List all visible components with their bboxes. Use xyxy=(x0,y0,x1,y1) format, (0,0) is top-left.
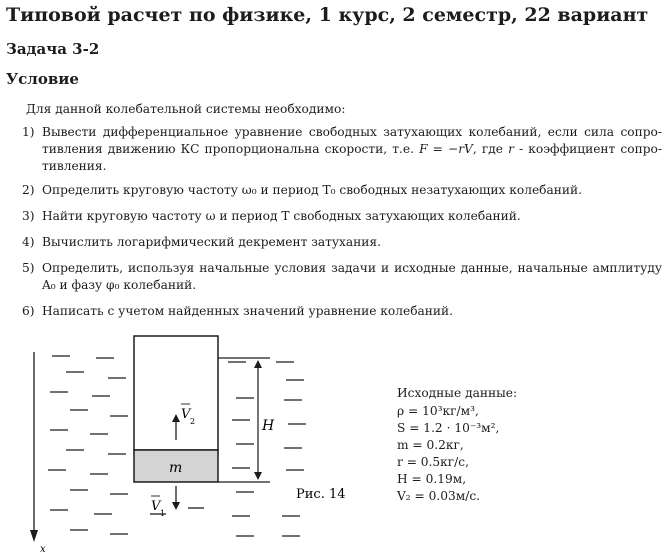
x-axis-label: x xyxy=(40,544,46,554)
given-line: H = 0.19м, xyxy=(397,472,467,486)
given-line: S = 1.2 · 10⁻³м², xyxy=(397,421,500,435)
condition-heading: Условие xyxy=(6,70,79,88)
given-line: r = 0.5кг/с, xyxy=(397,455,469,469)
item-number: 3) xyxy=(22,209,35,223)
given-line: ρ = 10³кг/м³, xyxy=(397,404,479,418)
item-number: 1) xyxy=(22,125,35,139)
v1-arrow xyxy=(172,486,180,510)
item-text: Определить круговую частоту ω₀ и период T₀ свободных незатухающих колебаний. xyxy=(42,183,583,197)
item-text: Написать с учетом найденных значений уравнение колебаний. xyxy=(42,304,454,318)
item-text: , где xyxy=(472,142,509,156)
height-label: H xyxy=(262,418,275,434)
task-heading: Задача 3-2 xyxy=(6,40,100,58)
item-number: 5) xyxy=(22,261,35,275)
item-text: Определить, используя начальные условия задачи и исходные данные, начальные амплитуду A₀ и фазу φ₀ колебаний. xyxy=(42,261,662,292)
v2-subscript: 2 xyxy=(190,417,196,426)
intro-text: Для данной колебательной системы необходимо: xyxy=(26,102,346,116)
given-line: m = 0.2кг, xyxy=(397,438,464,452)
v1-subscript: 1 xyxy=(160,509,166,518)
item-text: Вывести дифференциальное уравнение свободных затухающих колебаний, если сила сопро-тивления движению КС пропорциональна скорости, т.е. xyxy=(42,125,662,156)
mass-label: m xyxy=(169,460,183,476)
item-text: Найти круговую частоту ω и период T свободных затухающих колебаний. xyxy=(42,209,521,223)
item-number: 4) xyxy=(22,235,35,249)
page-title: Типовой расчет по физике, 1 курс, 2 семестр, 22 вариант xyxy=(6,4,649,26)
coef-variable: r xyxy=(508,142,514,156)
given-header: Исходные данные: xyxy=(397,386,518,400)
v2-label: V xyxy=(181,407,191,422)
item-number: 6) xyxy=(22,304,35,318)
item-text: Вычислить логарифмический декремент затухания. xyxy=(42,235,381,249)
item-text: - коэффициент сопро-тивления. xyxy=(42,142,662,173)
item-number: 2) xyxy=(22,183,35,197)
v1-label: V xyxy=(151,499,161,514)
given-data xyxy=(397,385,517,505)
figure-caption: Рис. 14 xyxy=(296,487,346,502)
given-line: V₂ = 0.03м/с. xyxy=(397,489,481,503)
x-axis xyxy=(30,352,38,542)
force-formula: F = −rV xyxy=(419,142,473,156)
